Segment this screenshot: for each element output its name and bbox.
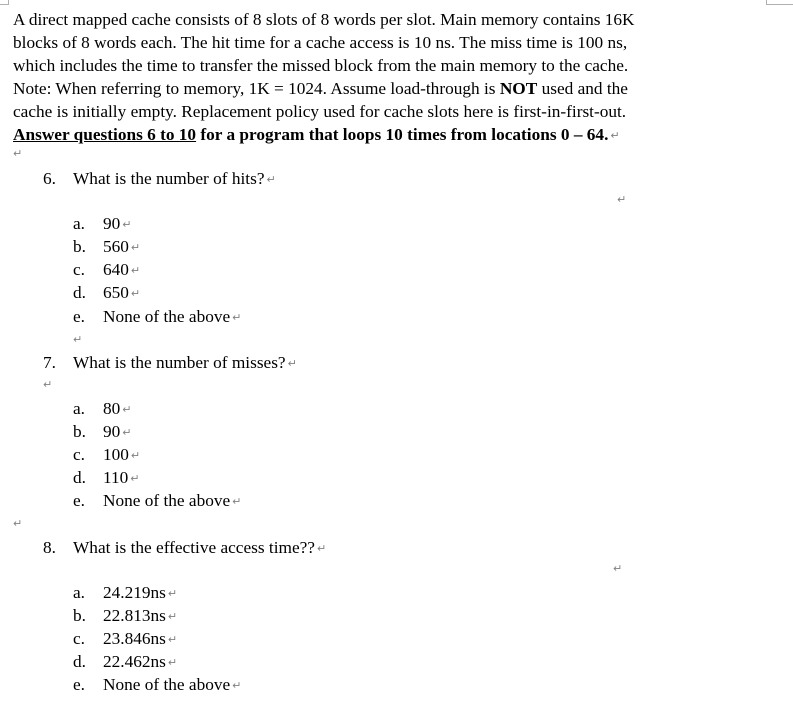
paragraph-mark-icon: ↵ [13,517,23,530]
paragraph-mark-icon: ↵ [232,311,242,324]
option-6a [73,214,132,234]
option-letter: d. [73,283,86,302]
paragraph-mark-icon: ↵ [130,449,141,462]
option-letter: d. [73,468,86,487]
paragraph-mark-icon: ↵ [130,472,140,485]
paragraph-mark-icon: ↵ [122,403,132,416]
intro-line [13,123,753,147]
option-letter: b. [73,237,86,256]
option-7e [73,491,241,511]
paragraph-mark-icon: ↵ [232,495,242,508]
option-text: 110 [103,468,129,487]
paragraph-mark-icon: ↵ [122,426,132,439]
paragraph-mark-icon: ↵ [232,679,242,692]
option-7a [73,399,132,419]
crop-mark-top-left-vertical [8,0,9,5]
option-text: None of the above [103,491,231,510]
option-letter: a. [73,214,85,233]
option-letter: b. [73,606,86,625]
paragraph-mark-icon: ↵ [610,129,620,142]
option-7d [73,468,140,488]
question-7 [43,353,297,373]
question-text: What is the number of hits? [73,169,265,188]
intro-line: which includes the time to transfer the missed block from the main memory to the cache. [13,56,629,75]
option-text: 650 [103,283,129,302]
intro-text: used and the [537,79,628,98]
option-letter: a. [73,399,85,418]
intro-line: A direct mapped cache consists of 8 slots of 8 words per slot. Main memory contains 16K [13,10,635,29]
problem-statement [13,8,753,147]
question-number: 6. [43,169,56,188]
intro-line: cache is initially empty. Replacement policy used for cache slots here is first-in-first-out. [13,102,627,121]
paragraph-mark-icon: ↵ [13,147,23,160]
option-6b [73,237,140,257]
emphasis-not: NOT [499,79,538,98]
option-text: 90 [103,422,121,441]
option-letter: e. [73,675,85,694]
paragraph-mark-icon: ↵ [73,333,83,346]
paragraph-mark-icon: ↵ [266,173,276,186]
paragraph-mark-icon: ↵ [122,218,132,231]
option-8d [73,652,177,672]
option-8b [73,606,177,626]
option-6c [73,260,140,280]
option-text: None of the above [103,307,231,326]
intro-line: blocks of 8 words each. The hit time for a cache access is 10 ns. The miss time is 100 ns, [13,33,628,52]
intro-text: Note: When referring to memory, 1K = 1024. Assume load-through is [13,79,500,98]
option-6e [73,307,241,327]
paragraph-mark-icon: ↵ [130,241,141,254]
question-number: 8. [43,538,56,557]
option-8a [73,583,177,603]
paragraph-mark-icon: ↵ [617,193,627,206]
paragraph-mark-icon: ↵ [43,378,53,391]
option-8c [73,629,177,649]
option-text: 640 [103,260,129,279]
paragraph-mark-icon: ↵ [167,587,178,600]
option-7b [73,422,132,442]
crop-mark-top-left [0,4,8,5]
paragraph-mark-icon: ↵ [130,287,141,300]
paragraph-mark-icon: ↵ [130,264,141,277]
option-text: 23.846ns [103,629,166,648]
paragraph-mark-icon: ↵ [316,542,327,555]
option-8e [73,675,241,695]
question-8 [43,538,326,558]
option-letter: c. [73,445,85,464]
answer-range-emphasis: Answer questions 6 to 10 [13,125,197,144]
option-text: 22.813ns [103,606,166,625]
option-text: 90 [103,214,121,233]
paragraph-mark-icon: ↵ [287,357,297,370]
intro-line [13,77,753,100]
option-text: None of the above [103,675,231,694]
option-text: 80 [103,399,121,418]
option-text: 560 [103,237,129,256]
option-text: 24.219ns [103,583,166,602]
option-letter: b. [73,422,86,441]
crop-mark-top-right [766,4,793,5]
question-text: What is the number of misses? [73,353,286,372]
option-letter: c. [73,260,85,279]
option-text: 22.462ns [103,652,166,671]
paragraph-mark-icon: ↵ [167,610,178,623]
paragraph-mark-icon: ↵ [613,562,623,575]
option-text: 100 [103,445,129,464]
question-number: 7. [43,353,56,372]
option-letter: d. [73,652,86,671]
paragraph-mark-icon: ↵ [167,633,178,646]
option-6d [73,283,140,303]
program-description: for a program that loops 10 times from locations 0 – 64. [196,125,609,144]
option-7c [73,445,140,465]
question-text: What is the effective access time?? [73,538,315,557]
crop-mark-top-right-vertical [766,0,767,5]
paragraph-mark-icon: ↵ [167,656,178,669]
option-letter: e. [73,491,85,510]
option-letter: a. [73,583,85,602]
option-letter: c. [73,629,85,648]
option-letter: e. [73,307,85,326]
question-6 [43,169,276,189]
